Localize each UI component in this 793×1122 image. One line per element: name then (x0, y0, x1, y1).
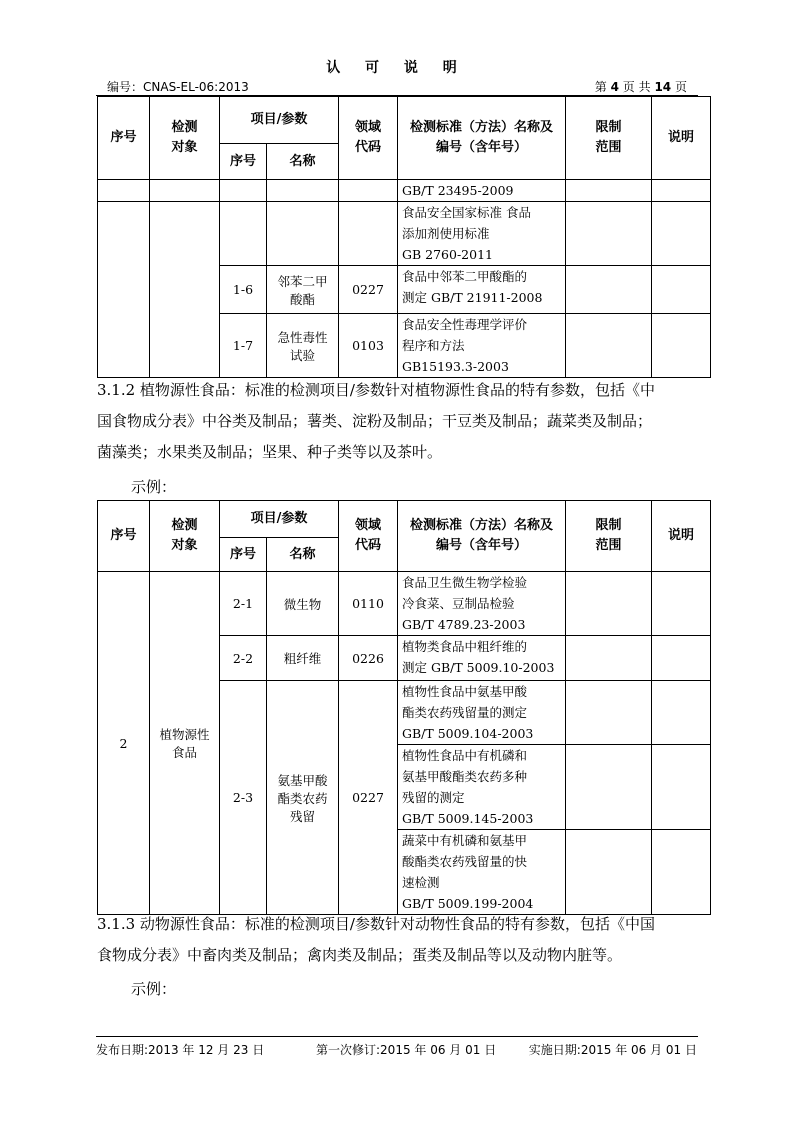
example-label: 示例： (131, 478, 177, 496)
item-seq: 1-7 (220, 314, 267, 378)
item-name: 氨基甲酸 酯类农药 残留 (267, 681, 339, 915)
field-code: 0226 (339, 636, 398, 681)
col-standard: 检测标准（方法）名称及 编号（含年号） (398, 97, 566, 180)
field-code: 0103 (339, 314, 398, 378)
standard-cell: 蔬菜中有机磷和氨基甲 酸酯类农药残留量的快 速检测 GB/T 5009.199-2004 (398, 830, 566, 915)
table-food-additives (97, 96, 711, 378)
col-limit: 限制 范围 (566, 501, 652, 572)
col-sub-seq: 序号 (220, 144, 267, 180)
current-page: 4 (610, 80, 619, 94)
total-pages: 14 (654, 80, 672, 94)
standard-cell: 食品安全国家标准 食品 添加剂使用标准 GB 2760-2011 (398, 202, 566, 266)
item-name: 微生物 (267, 572, 339, 636)
footer-divider (96, 1036, 698, 1037)
effective-date: 实施日期:2015 年 06 月 01 日 (528, 1043, 697, 1057)
field-code: 0227 (339, 681, 398, 915)
table-row (98, 202, 711, 266)
col-object: 检测 对象 (150, 97, 220, 180)
document-number: 编号：CNAS-EL-06:2013 (107, 80, 249, 94)
col-sub-name: 名称 (267, 144, 339, 180)
standard-cell: 植物性食品中氨基甲酸 酯类农药残留量的测定 GB/T 5009.104-2003 (398, 681, 566, 745)
table-row (98, 572, 711, 636)
issue-date: 发布日期:2013 年 12 月 23 日 (96, 1043, 265, 1057)
standard-cell: 植物类食品中粗纤维的 测定 GB/T 5009.10-2003 (398, 636, 566, 681)
table-header-row (98, 97, 711, 144)
table-header-row (98, 501, 711, 538)
col-item-param: 项目/参数 (220, 97, 339, 144)
page-title: 认 可 说 明 (326, 60, 467, 76)
col-code: 领域 代码 (339, 501, 398, 572)
col-seq: 序号 (98, 97, 150, 180)
revision-date: 第一次修订:2015 年 06 月 01 日 (316, 1043, 497, 1057)
col-standard: 检测标准（方法）名称及 编号（含年号） (398, 501, 566, 572)
col-note: 说明 (652, 97, 711, 180)
item-name: 邻苯二甲 酸酯 (267, 266, 339, 314)
col-seq: 序号 (98, 501, 150, 572)
table-row (98, 180, 711, 202)
standard-cell: 食品安全性毒理学评价 程序和方法 GB15193.3-2003 (398, 314, 566, 378)
item-seq: 2-2 (220, 636, 267, 681)
table-plant-food (97, 500, 711, 915)
section-3-1-3: 3.1.3 动物源性食品：标准的检测项目/参数针对动物性食品的特有参数，包括《中国 食物成分表》中畜肉类及制品；禽肉类及制品；蛋类及制品等以及动物内脏等。 (97, 915, 655, 964)
col-object: 检测 对象 (150, 501, 220, 572)
test-object: 植物源性 食品 (150, 572, 220, 915)
col-sub-seq: 序号 (220, 538, 267, 572)
field-code: 0227 (339, 266, 398, 314)
item-seq: 1-6 (220, 266, 267, 314)
standard-cell: 食品卫生微生物学检验 冷食菜、豆制品检验 GB/T 4789.23-2003 (398, 572, 566, 636)
standard-cell: 食品中邻苯二甲酸酯的 测定 GB/T 21911-2008 (398, 266, 566, 314)
example-label: 示例： (131, 980, 177, 998)
field-code: 0110 (339, 572, 398, 636)
group-seq: 2 (98, 572, 150, 915)
col-item-param: 项目/参数 (220, 501, 339, 538)
col-sub-name: 名称 (267, 538, 339, 572)
item-name: 急性毒性 试验 (267, 314, 339, 378)
item-seq: 2-1 (220, 572, 267, 636)
col-note: 说明 (652, 501, 711, 572)
section-3-1-2: 3.1.2 植物源性食品：标准的检测项目/参数针对植物源性食品的特有参数，包括《中 国食物成分表》中谷类及制品；薯类、淀粉及制品；干豆类及制品；蔬菜类及制品； 菌藻类；水果类及制品；坚果、种子类等以及茶叶。 (97, 381, 655, 461)
standard-cell: 植物性食品中有机磷和 氨基甲酸酯类农药多种 残留的测定 GB/T 5009.145-2003 (398, 745, 566, 830)
col-code: 领域 代码 (339, 97, 398, 180)
standard-cell: GB/T 23495-2009 (398, 180, 566, 202)
col-limit: 限制 范围 (566, 97, 652, 180)
item-seq: 2-3 (220, 681, 267, 915)
item-name: 粗纤维 (267, 636, 339, 681)
page-indicator: 第 4 页 共 14 页 (594, 80, 687, 94)
